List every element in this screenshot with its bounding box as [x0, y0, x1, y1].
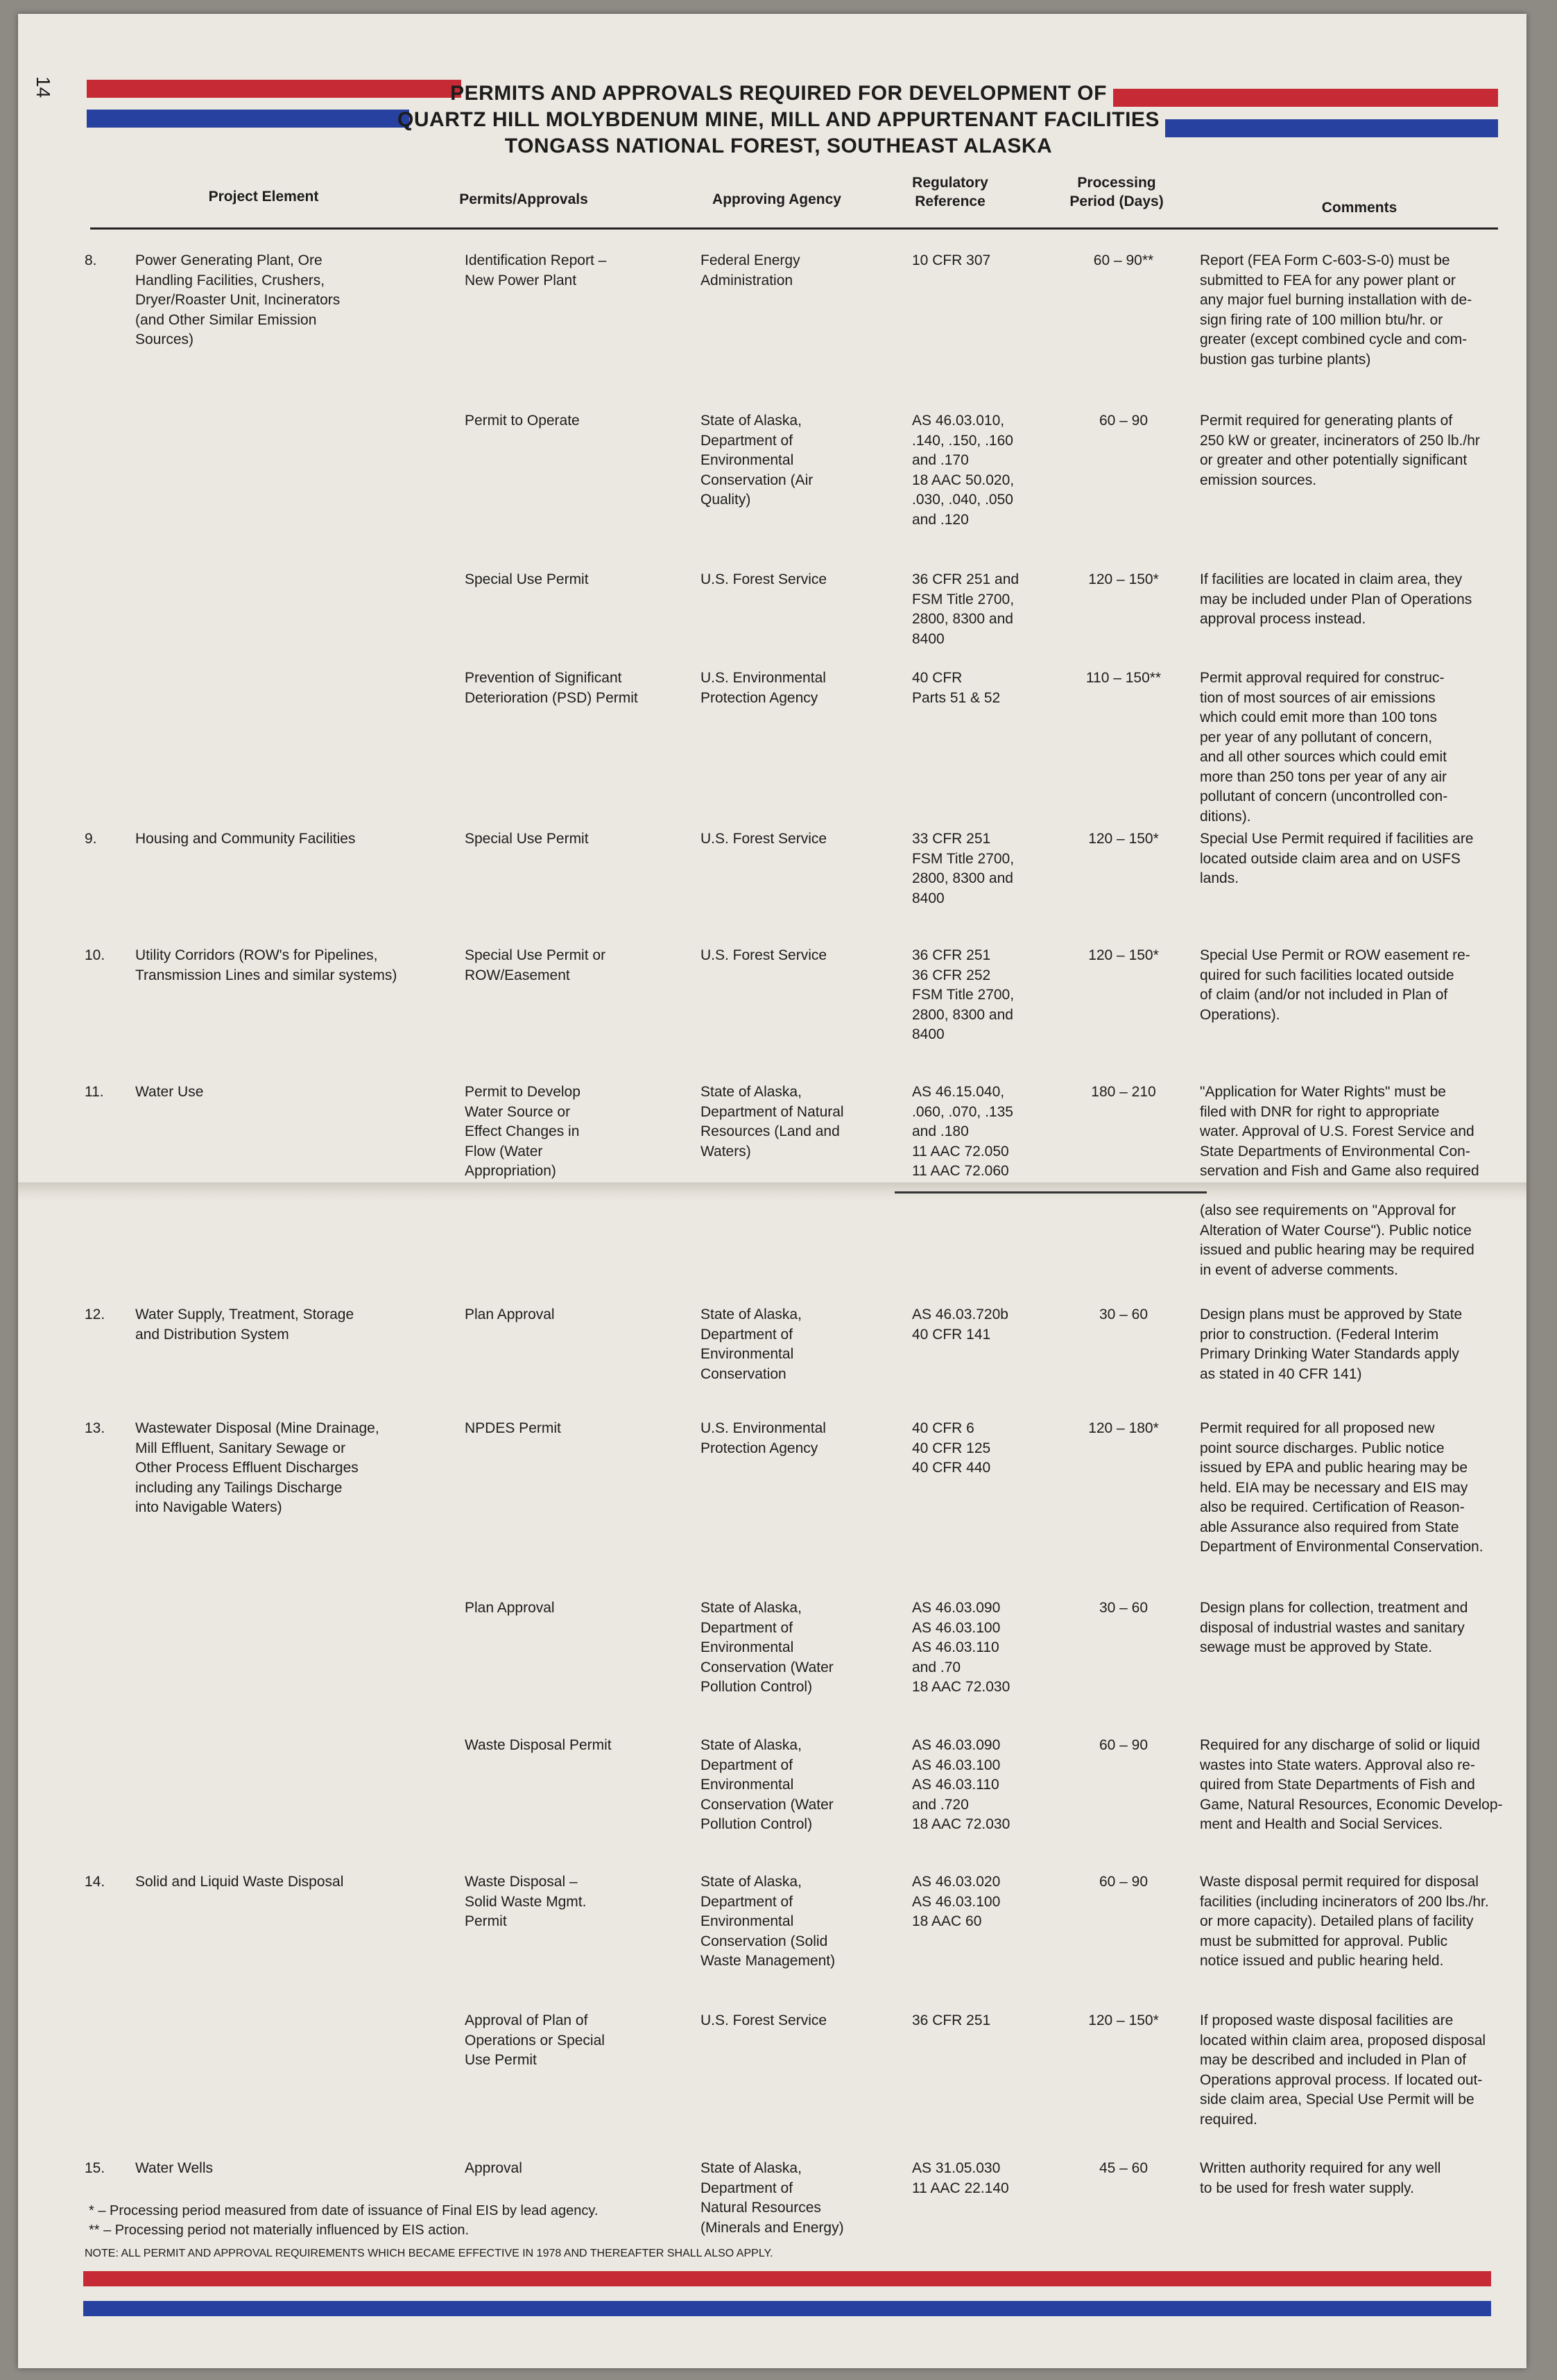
row-13-agency: U.S. Forest Service — [700, 2012, 827, 2028]
row-5-reference: 33 CFR 251 FSM Title 2700, 2800, 8300 and 8400 — [912, 831, 1015, 906]
row-7-permit: Permit to Develop Water Source or Effect Changes in Flow (Water Appropriation) — [465, 1084, 580, 1179]
header-agency: Approving Agency — [712, 191, 841, 207]
row-6-reference: 36 CFR 251 36 CFR 252 FSM Title 2700, 2800, 8300 and 8400 — [912, 947, 1015, 1042]
fold-crease — [895, 1191, 1207, 1193]
footnote-one: * – Processing period measured from date of issuance of Final EIS by lead agency. — [89, 2203, 599, 2218]
row-9-comments: Permit required for all proposed new point source discharges. Public notice issued by EPA and public hearing may be held. EIA may be necessary and EIS may also be required. Certification of Reason- able Assurance also required from State Department of Environmental Conservation. — [1200, 1420, 1483, 1555]
row-11-period: 60 – 90 — [1099, 1737, 1149, 1753]
row-8-permit: Plan Approval — [465, 1307, 555, 1322]
row-12-agency: State of Alaska, Department of Environmental Conservation (Solid Waste Management) — [700, 1874, 836, 1969]
row-8-comments: Design plans must be approved by State prior to construction. (Federal Interim Primary Drinking Water Standards apply as stated in 40 CFR 141) — [1200, 1307, 1463, 1382]
row-14-num: 15. — [85, 2160, 105, 2176]
row-3-period: 120 – 150* — [1088, 571, 1159, 587]
row-3-comments: If facilities are located in claim area, they may be included under Plan of Operations approval process instead. — [1200, 571, 1472, 627]
row-10-period: 30 – 60 — [1099, 1600, 1149, 1616]
row-7-num: 11. — [85, 1084, 104, 1100]
header-rule — [90, 227, 1498, 230]
row-10-agency: State of Alaska, Department of Environmental Conservation (Water Pollution Control) — [700, 1600, 834, 1695]
row-7-agency: State of Alaska, Department of Natural Resources (Land and Waters) — [700, 1084, 844, 1159]
row-1-agency: Federal Energy Administration — [700, 252, 800, 288]
row-2-agency: State of Alaska, Department of Environmental Conservation (Air Quality) — [700, 413, 814, 508]
row-7-reference: AS 46.15.040, .060, .070, .135 and .180 11 AAC 72.050 11 AAC 72.060 — [912, 1084, 1013, 1179]
row-9-period: 120 – 180* — [1088, 1420, 1159, 1436]
header-reference: Regulatory Reference — [912, 175, 988, 209]
row-5-agency: U.S. Forest Service — [700, 831, 827, 847]
row-10-comments: Design plans for collection, treatment and disposal of industrial wastes and sanitary sewage must be approved by State. — [1200, 1600, 1468, 1655]
row-4-agency: U.S. Environmental Protection Agency — [700, 670, 826, 706]
row-8-element: Water Supply, Treatment, Storage and Distribution System — [135, 1307, 354, 1343]
row-7-comments: "Application for Water Rights" must be filed with DNR for right to appropriate water. Approval of U.S. Forest Service and State Departments of Environmental Con- servation and Fish and Game also required (also see requirements on "Approval for Alteration of Water Course"). Public notice issued and public hearing may be required in event of adverse comments. — [1200, 1084, 1479, 1278]
row-14-period: 45 – 60 — [1099, 2160, 1149, 2176]
row-11-comments: Required for any discharge of solid or liquid wastes into State waters. Approval also re- quired from State Departments of Fish and Game, Natural Resources, Economic Develop- ment and Health and Social Services. — [1200, 1737, 1503, 1832]
title-line-3: TONGASS NATIONAL FOREST, SOUTHEAST ALASKA — [504, 135, 1053, 157]
row-1-element: Power Generating Plant, Ore Handling Facilities, Crushers, Dryer/Roaster Unit, Incinerators (and Other Similar Emission Sources) — [135, 252, 341, 347]
header-permits: Permits/Approvals — [459, 191, 588, 207]
row-5-num: 9. — [85, 831, 97, 847]
title-line-2: QUARTZ HILL MOLYBDENUM MINE, MILL AND APPURTENANT FACILITIES — [397, 108, 1160, 131]
header-comments: Comments — [1321, 200, 1397, 216]
row-8-reference: AS 46.03.720b 40 CFR 141 — [912, 1307, 1008, 1343]
row-1-period: 60 – 90** — [1093, 252, 1154, 268]
row-1-comments: Report (FEA Form C-603-S-0) must be submitted to FEA for any power plant or any major fuel burning installation with de- sign firing rate of 100 million btu/hr. or greater (except combined cycle and com- bustion gas turbine plants) — [1200, 252, 1472, 368]
row-8-num: 12. — [85, 1307, 105, 1322]
row-2-reference: AS 46.03.010, .140, .150, .160 and .170 18 AAC 50.020, .030, .040, .050 and .120 — [912, 413, 1015, 528]
row-9-num: 13. — [85, 1420, 105, 1436]
row-7-element: Water Use — [135, 1084, 204, 1100]
row-9-reference: 40 CFR 6 40 CFR 125 40 CFR 440 — [912, 1420, 991, 1476]
row-3-reference: 36 CFR 251 and FSM Title 2700, 2800, 8300 and 8400 — [912, 571, 1020, 647]
header-project-element: Project Element — [208, 189, 319, 205]
row-11-permit: Waste Disposal Permit — [465, 1737, 612, 1753]
row-5-period: 120 – 150* — [1088, 831, 1159, 847]
row-3-agency: U.S. Forest Service — [700, 571, 827, 587]
row-4-reference: 40 CFR Parts 51 & 52 — [912, 670, 1001, 706]
row-8-agency: State of Alaska, Department of Environmental Conservation — [700, 1307, 802, 1382]
row-5-comments: Special Use Permit required if facilities are located outside claim area and on USFS lands. — [1200, 831, 1474, 886]
row-13-reference: 36 CFR 251 — [912, 2012, 991, 2028]
row-12-comments: Waste disposal permit required for disposal facilities (including incinerators of 200 lbs./hr. or more capacity). Detailed plans of facility must be submitted for approval. Public notice issued and public hearing held. — [1200, 1874, 1489, 1969]
row-6-permit: Special Use Permit or ROW/Easement — [465, 947, 606, 983]
row-14-agency: State of Alaska, Department of Natural Resources (Minerals and Energy) — [700, 2160, 844, 2236]
row-9-element: Wastewater Disposal (Mine Drainage, Mill Effluent, Sanitary Sewage or Other Process Effluent Discharges including any Tailings Discharge into Navigable Waters) — [135, 1420, 379, 1515]
footnote-note: NOTE: ALL PERMIT AND APPROVAL REQUIREMENTS WHICH BECAME EFFECTIVE IN 1978 AND THEREAFTER SHALL ALSO APPLY. — [85, 2248, 773, 2259]
row-6-element: Utility Corridors (ROW's for Pipelines, Transmission Lines and similar systems) — [135, 947, 397, 983]
row-2-period: 60 – 90 — [1099, 413, 1149, 429]
row-2-permit: Permit to Operate — [465, 413, 580, 429]
row-4-permit: Prevention of Significant Deterioration (PSD) Permit — [465, 670, 638, 706]
row-1-num: 8. — [85, 252, 97, 268]
row-12-element: Solid and Liquid Waste Disposal — [135, 1874, 344, 1890]
header-period: Processing Period (Days) — [1069, 175, 1164, 209]
row-6-agency: U.S. Forest Service — [700, 947, 827, 963]
title-line-1: PERMITS AND APPROVALS REQUIRED FOR DEVELOPMENT OF — [450, 82, 1107, 105]
footnote-two: ** – Processing period not materially influenced by EIS action. — [89, 2223, 470, 2238]
row-11-agency: State of Alaska, Department of Environmental Conservation (Water Pollution Control) — [700, 1737, 834, 1832]
row-7-period: 180 – 210 — [1091, 1084, 1156, 1100]
row-12-permit: Waste Disposal – Solid Waste Mgmt. Permit — [465, 1874, 587, 1929]
row-12-num: 14. — [85, 1874, 105, 1890]
row-12-period: 60 – 90 — [1099, 1874, 1149, 1890]
row-13-comments: If proposed waste disposal facilities are located within claim area, proposed disposal may be described and included in Plan of Operations approval process. If located out- side claim area, Special Use Permit will be required. — [1200, 2012, 1486, 2128]
row-13-permit: Approval of Plan of Operations or Special Use Permit — [465, 2012, 605, 2068]
row-2-comments: Permit required for generating plants of 250 kW or greater, incinerators of 250 lb./hr or greater and other potentially significant emission sources. — [1200, 413, 1480, 488]
blue-stripe-footer — [83, 2301, 1491, 2316]
row-1-permit: Identification Report – New Power Plant — [465, 252, 607, 288]
row-14-reference: AS 31.05.030 11 AAC 22.140 — [912, 2160, 1009, 2196]
row-8-period: 30 – 60 — [1099, 1307, 1149, 1322]
row-1-reference: 10 CFR 307 — [912, 252, 991, 268]
row-6-comments: Special Use Permit or ROW easement re- quired for such facilities located outside of claim (and/or not included in Plan of Operations). — [1200, 947, 1470, 1023]
row-6-period: 120 – 150* — [1088, 947, 1159, 963]
row-10-permit: Plan Approval — [465, 1600, 555, 1616]
row-3-permit: Special Use Permit — [465, 571, 589, 587]
row-5-element: Housing and Community Facilities — [135, 831, 356, 847]
red-stripe-footer — [83, 2271, 1491, 2286]
row-9-permit: NPDES Permit — [465, 1420, 561, 1436]
row-13-period: 120 – 150* — [1088, 2012, 1159, 2028]
row-14-element: Water Wells — [135, 2160, 214, 2176]
row-12-reference: AS 46.03.020 AS 46.03.100 18 AAC 60 — [912, 1874, 1001, 1929]
row-5-permit: Special Use Permit — [465, 831, 589, 847]
row-6-num: 10. — [85, 947, 105, 963]
row-4-period: 110 – 150** — [1085, 670, 1162, 686]
row-14-comments: Written authority required for any well to be used for fresh water supply. — [1200, 2160, 1441, 2196]
row-14-permit: Approval — [465, 2160, 522, 2176]
row-9-agency: U.S. Environmental Protection Agency — [700, 1420, 826, 1456]
row-4-comments: Permit approval required for construc- tion of most sources of air emissions which could emit more than 100 tons per year of any pollutant of concern, and all other sources which could emit more than 250 tons per year of any air pollutant of concern (uncontrolled con- ditions). — [1200, 670, 1448, 825]
row-11-reference: AS 46.03.090 AS 46.03.100 AS 46.03.110 and .720 18 AAC 72.030 — [912, 1737, 1010, 1832]
row-10-reference: AS 46.03.090 AS 46.03.100 AS 46.03.110 and .70 18 AAC 72.030 — [912, 1600, 1010, 1695]
page-number: 14 — [33, 76, 54, 98]
